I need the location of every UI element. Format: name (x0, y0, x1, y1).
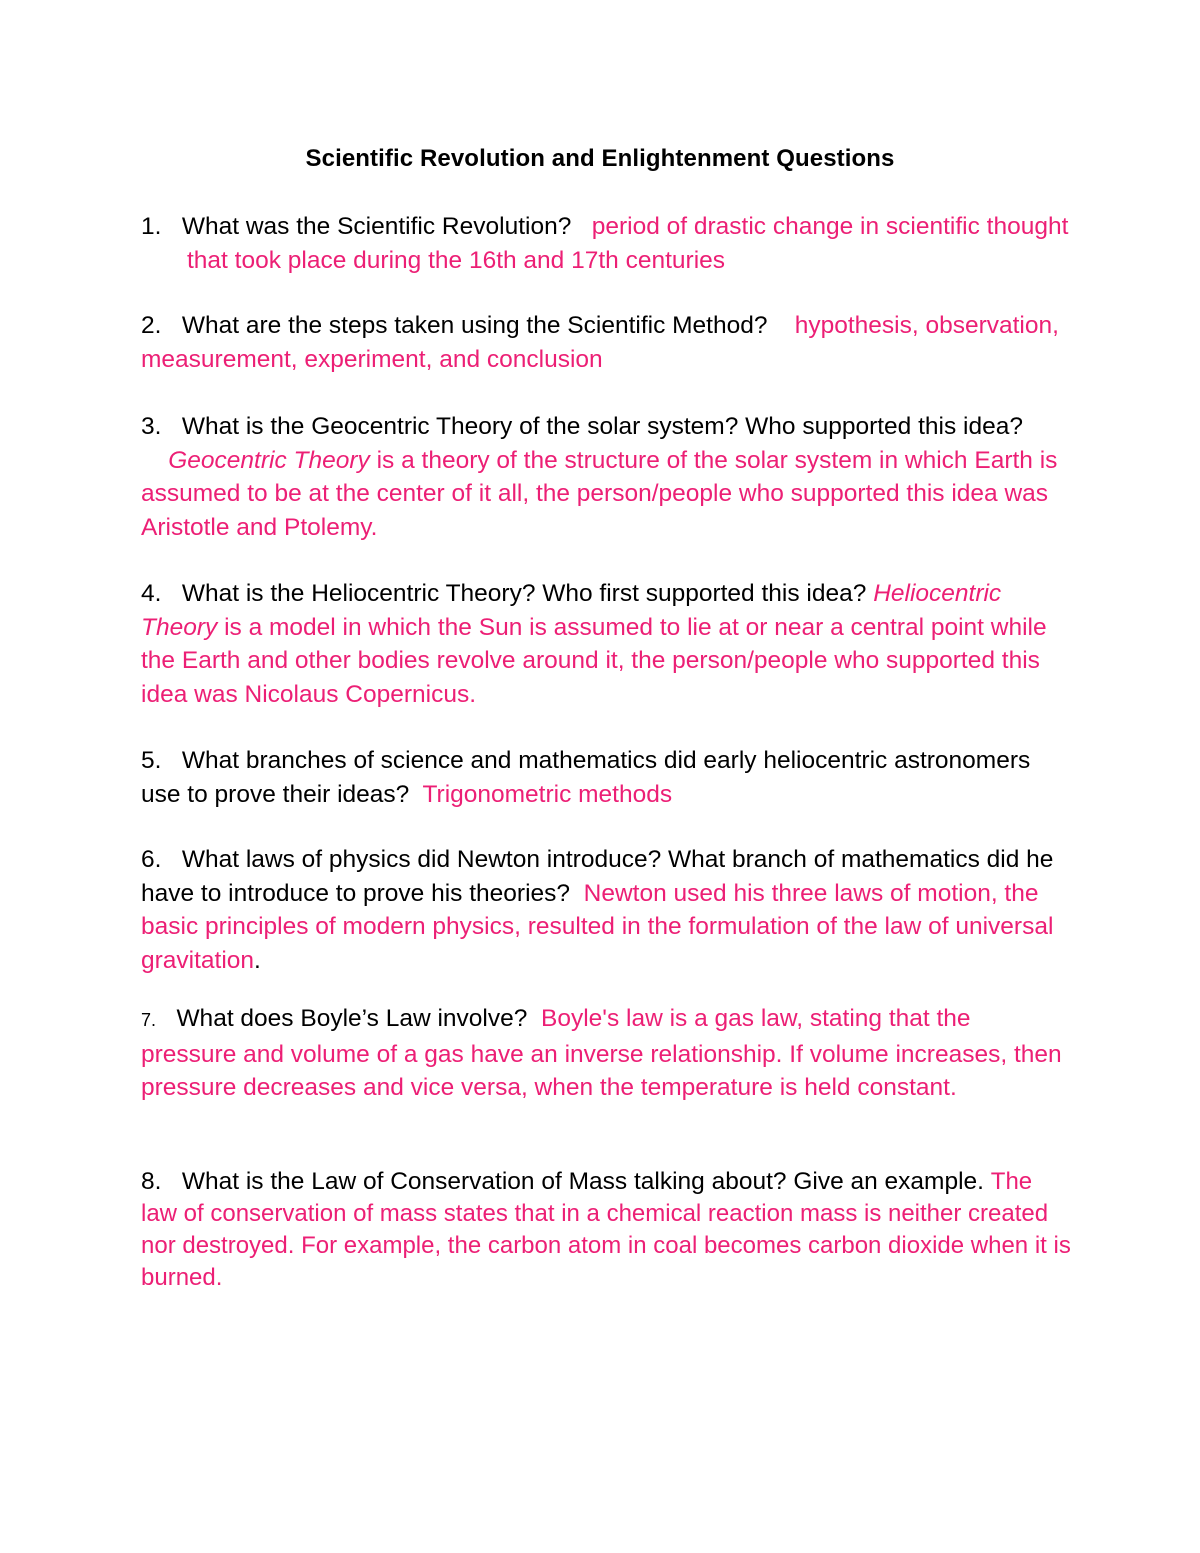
question-text: What was the Scientific Revolution? (181, 213, 572, 240)
answer-text: period of drastic change in scientific thought that took place during the 16th and 17th centuries (187, 213, 1069, 274)
answer-term: Geocentric Theory (168, 446, 370, 474)
answer-text: Trigonometric methods (422, 780, 673, 808)
question-number: 6. (141, 846, 162, 873)
answer-text: Boyle's law is a gas law, stating that the pressure and volume of a gas have an inverse relationship. If volume increases, then pressure decreases and vice versa, when the temperature is held constant. (141, 1005, 1062, 1101)
question-3 (141, 410, 1071, 544)
answer-term: Heliocentric Theory (141, 580, 1002, 641)
question-number: 3. (141, 413, 162, 440)
question-1 (141, 210, 1071, 277)
question-text: What does Boyle’s Law involve? (176, 1005, 528, 1032)
question-text: What branches of science and mathematics did early heliocentric astronomers use to prove their ideas? (141, 747, 1031, 808)
answer-body: is a model in which the Sun is assumed to lie at or near a central point while the Earth and other bodies revolve around it, the person/people who supported this idea was Nicolaus Copernicus. (141, 613, 1047, 708)
question-text: What is the Geocentric Theory of the solar system? Who supported this idea? (181, 413, 1023, 440)
question-8 (141, 1166, 1071, 1294)
answer-text: hypothesis, observation, measurement, experiment, and conclusion (141, 312, 1059, 373)
page-title: Scientific Revolution and Enlightenment Questions (305, 145, 895, 172)
question-number: 7. (141, 1010, 157, 1030)
question-text: What is the Law of Conservation of Mass talking about? Give an example. (181, 1168, 984, 1195)
question-number: 8. (141, 1168, 162, 1195)
question-number: 5. (141, 747, 162, 774)
answer-text (141, 447, 1057, 541)
answer-text: Newton used his three laws of motion, the basic principles of modern physics, resulted in the formulation of the law of universal gravitation (141, 879, 1054, 974)
question-number: 1. (141, 213, 162, 240)
question-4 (141, 577, 1071, 711)
answer-body: is a theory of the structure of the solar system in which Earth is assumed to be at the center of it all, the person/people who supported this idea was Aristotle and Ptolemy. (141, 446, 1058, 541)
answer-trailing-period: . (254, 946, 261, 974)
question-text: What laws of physics did Newton introduce? What branch of mathematics did he have to introduce to prove his theories? (141, 846, 1054, 907)
question-7 (141, 1002, 1071, 1105)
question-2 (141, 309, 1071, 376)
question-6 (141, 843, 1071, 977)
answer-text: The law of conservation of mass states that in a chemical reaction mass is neither created nor destroyed. For example, the carbon atom in coal becomes carbon dioxide when it is burned. (141, 1168, 1071, 1291)
question-number: 2. (141, 312, 162, 339)
question-text: What is the Heliocentric Theory? Who first supported this idea? (181, 580, 867, 607)
question-5 (141, 744, 1071, 811)
question-number: 4. (141, 580, 162, 607)
question-text: What are the steps taken using the Scientific Method? (181, 312, 768, 339)
